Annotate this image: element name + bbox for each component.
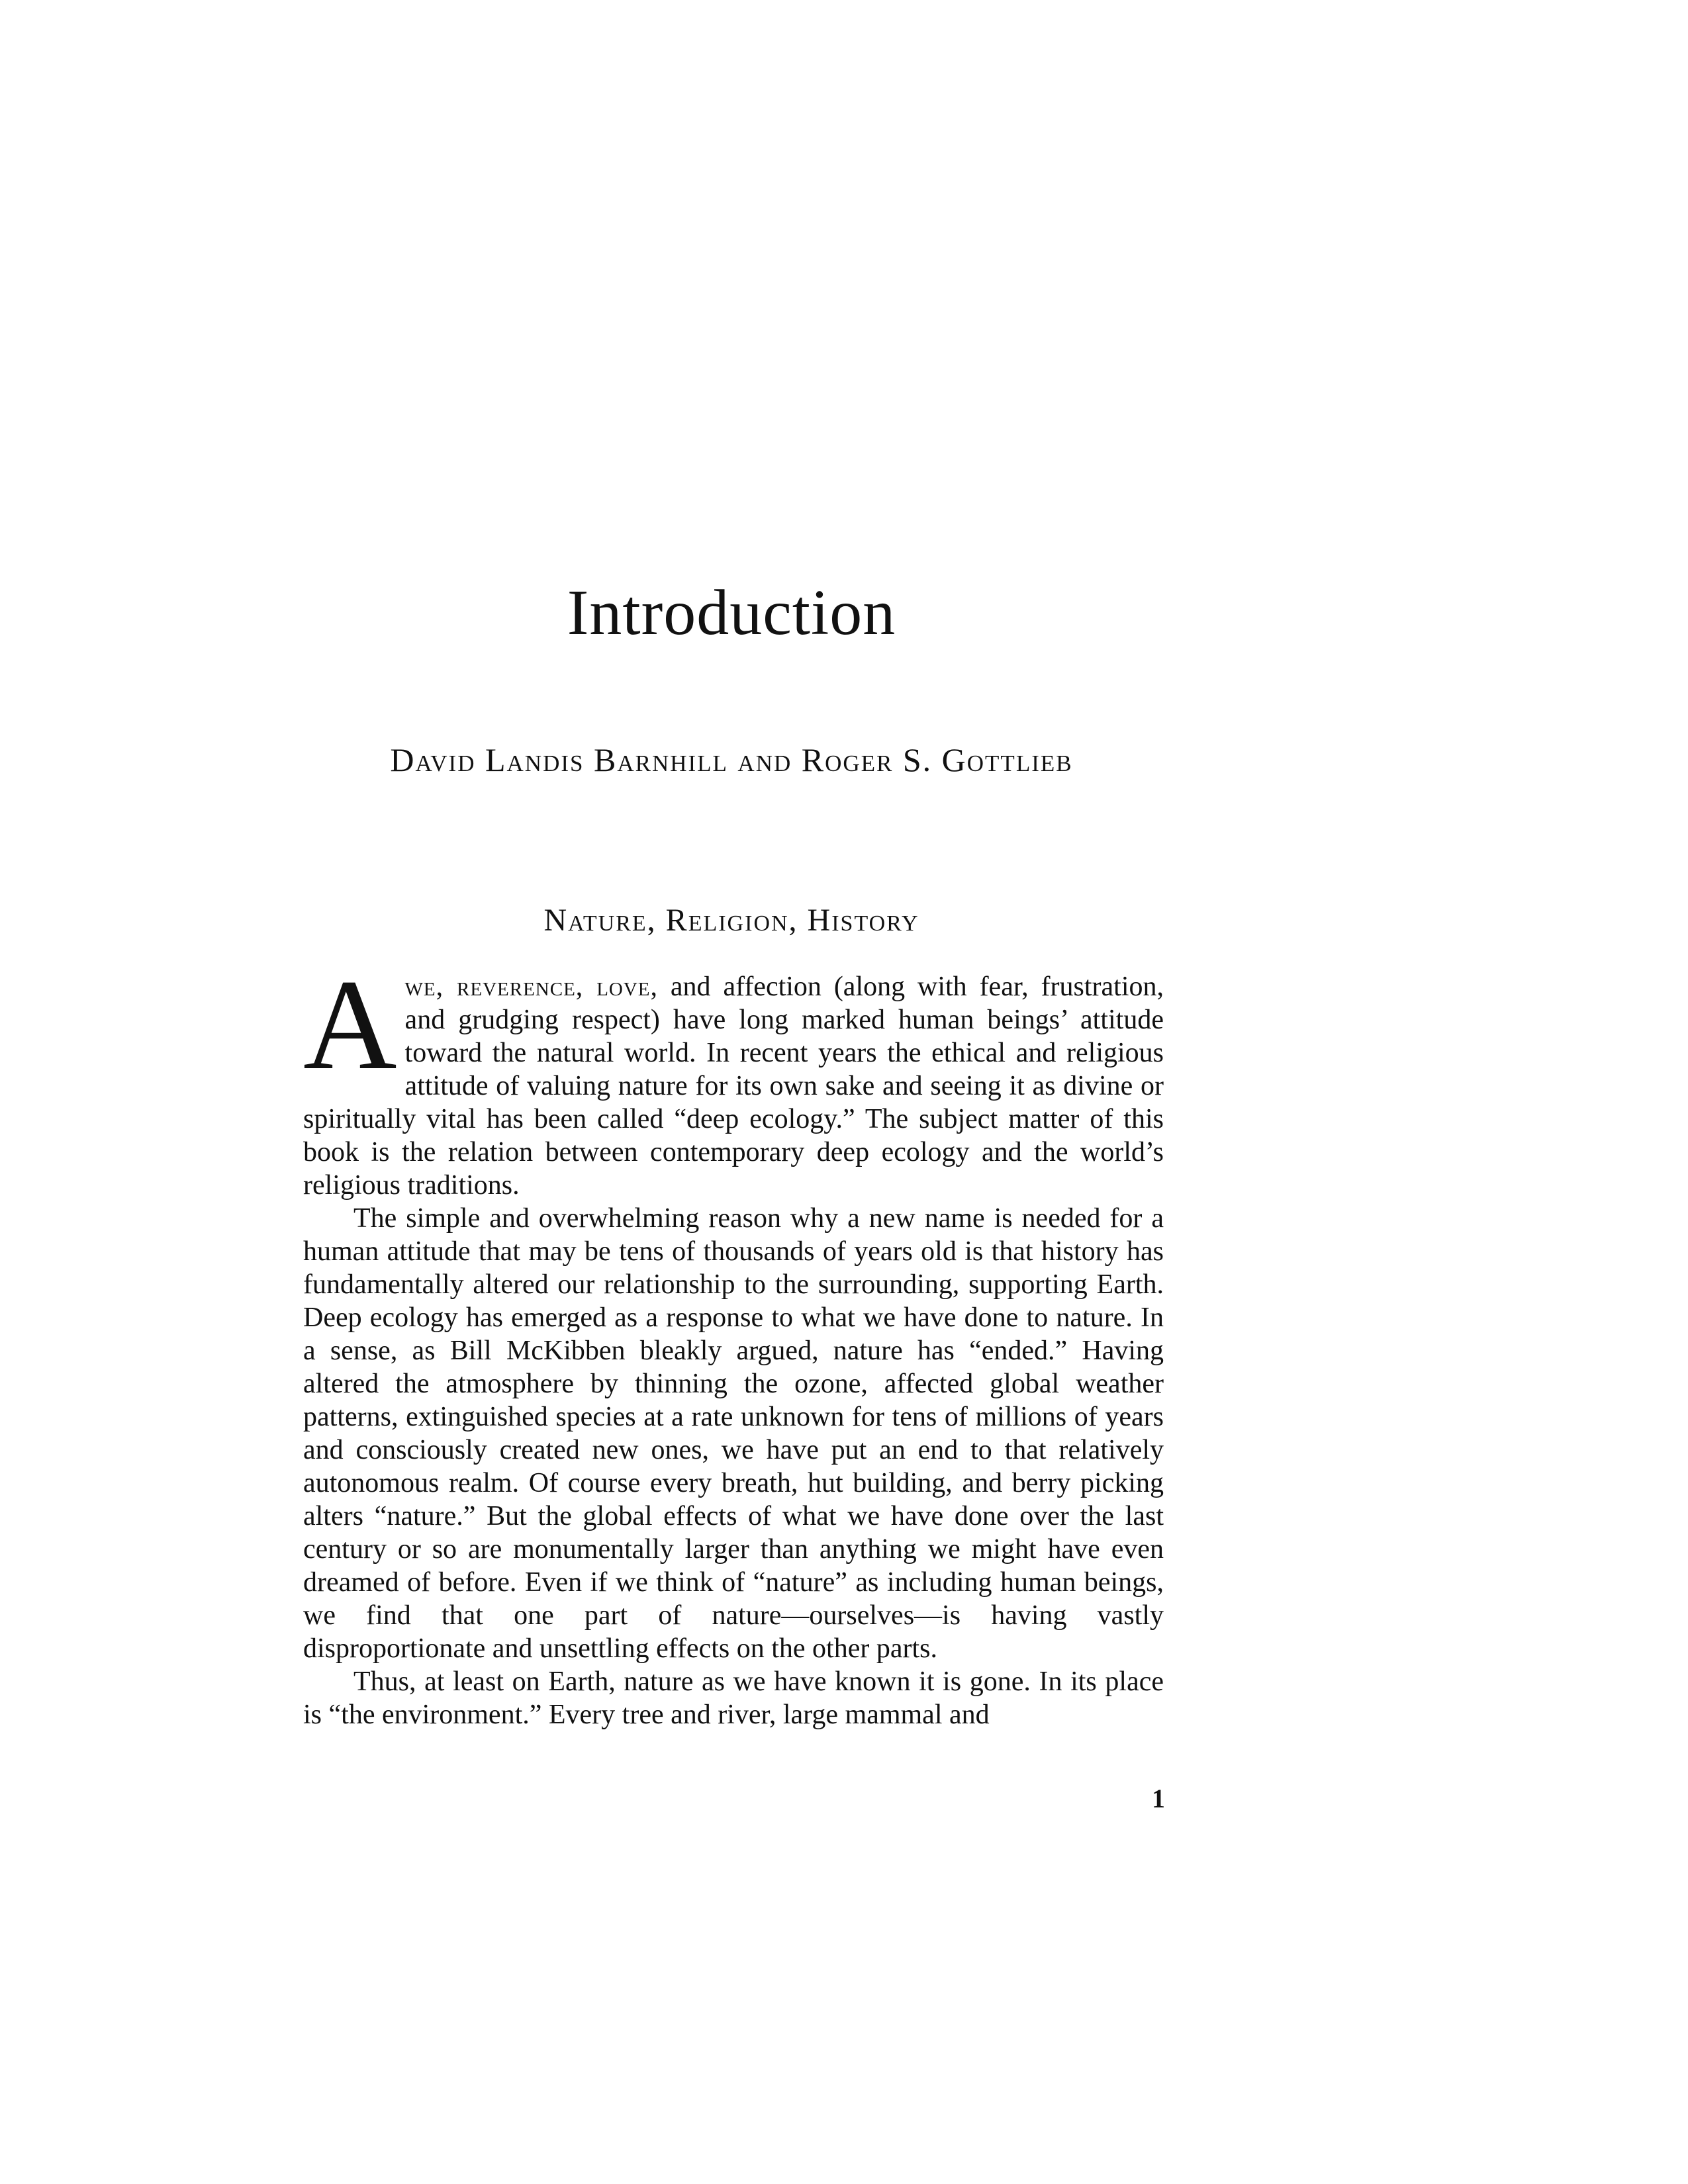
chapter-title: Introduction [567, 577, 896, 649]
page-number: 1 [1152, 1784, 1165, 1813]
drop-cap: A [303, 953, 397, 1097]
body-text [303, 953, 1164, 1731]
paragraph-3: Thus, at least on Earth, nature as we have known it is gone. In its place is “the environment.” Every tree and river, large mammal and [303, 1666, 1164, 1730]
paragraph-2: The simple and overwhelming reason why a new name is needed for a human attitude that may be tens of thousands of years old is that history has fundamentally altered our relationship to the surrounding, supporting Earth. Deep ecology has emerged as a response to what we have done to nature. In a sense, as Bill McKibben bleakly argued, nature has “ended.” Having altered the atmosphere by thinning the ozone, affected global weather patterns, extinguished species at a rate unknown for tens of millions of years and consciously created new ones, we have put an end to that relatively autonomous realm. Of course every breath, hut building, and berry picking alters “nature.” But the global effects of what we have done over the last century or so are monumentally larger than anything we might have even dreamed of before. Even if we think of “nature” as including human beings, we find that one part of nature—ourselves—is having vastly disproportionate and unsettling effects on the other parts. [303, 1203, 1164, 1664]
paragraph-lead-in: we, reverence, love, [404, 972, 659, 1002]
paragraph-1-text: and affection (along with fear, frustration, and grudging respect) have long marked human beings’ attitude toward the natural world. In recent years the ethical and religious attitude of valuing nature for its own sake and seeing it as divine or spiritually vital has been called “deep ecology.” The subject matter of this book is the relation between contemporary deep ecology and the world’s religious traditions. [303, 972, 1164, 1201]
paragraph-1 [303, 953, 1164, 1202]
chapter-authors: David Landis Barnhill and Roger S. Gottlieb [390, 741, 1073, 778]
section-heading: Nature, Religion, History [543, 903, 919, 938]
